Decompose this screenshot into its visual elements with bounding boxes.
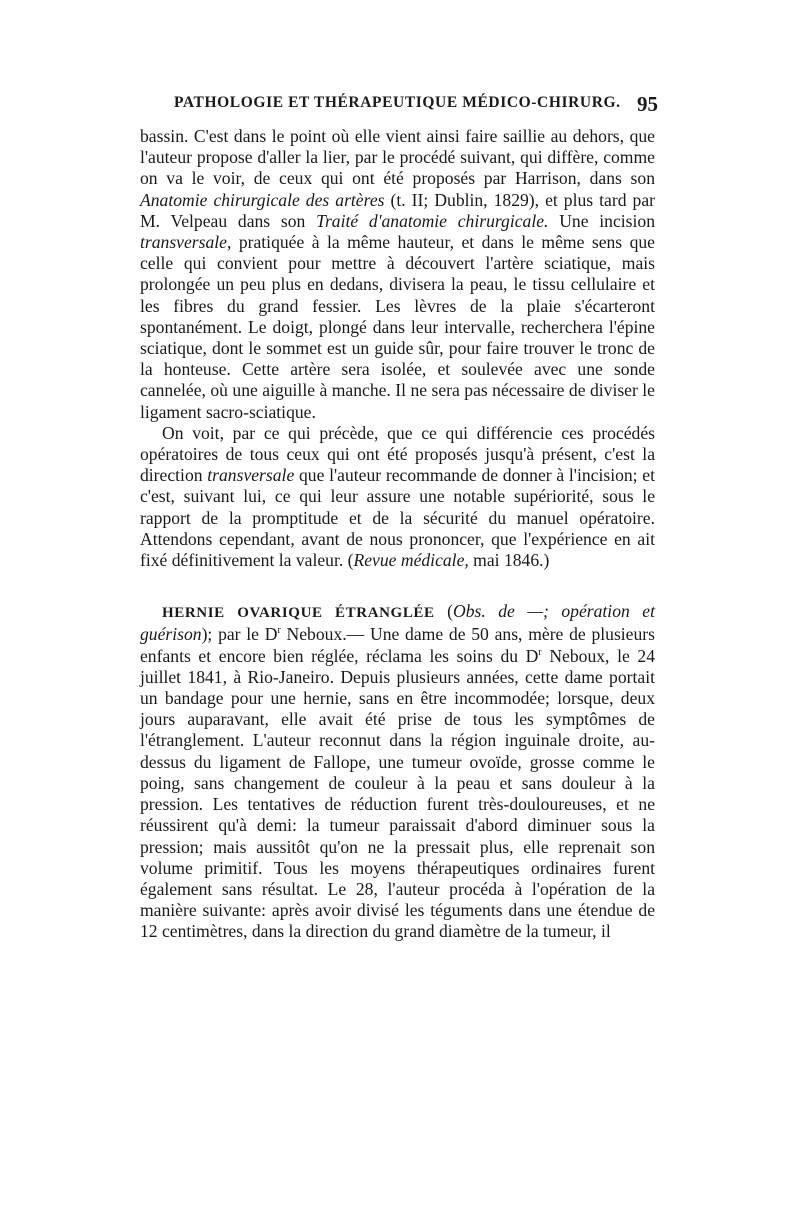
emphasis-italic: transversale <box>207 465 295 486</box>
text-run: Neboux.— Une dame de 50 ans, mère de plusieurs enfants et encore bien réglée, réclama les soins du D <box>140 624 655 666</box>
text-run: On voit, par ce qui précède, que ce qui différencie ces procédés opératoires de tous ceux qui ont été proposés jusqu'à présent, c'est la direction <box>140 422 655 486</box>
text-run: bassin. C'est dans le point où elle vient ainsi faire saillie au dehors, que l'auteur propose d'aller la lier, par le procédé suivant, qui diffère, comme on va le voir, de ceux qui ont été proposés par Harrison, dans son <box>140 126 655 189</box>
source-citation-italic: Revue médicale, <box>353 550 469 571</box>
body-text <box>140 126 655 943</box>
running-head: PATHOLOGIE ET THÉRAPEUTIQUE MÉDICO-CHIRURG. <box>174 94 621 111</box>
section-gap <box>140 571 655 601</box>
book-title-italic: Anatomie chirurgicale des artères <box>140 189 385 210</box>
text-run: ( <box>434 601 454 622</box>
text-run: que l'auteur recommande de donner à l'incision; et c'est, suivant lui, ce qui leur assure une notable supériorité, sous le rapport de la promptitude et de la sécurité du manuel opératoire. Attendons cependant, avant de nous prononcer, que l'expérience en ait fixé définitivement la valeur. ( <box>140 465 655 571</box>
text-run: Une incision <box>548 210 655 231</box>
text-run: Neboux, le 24 juillet 1841, à Rio-Janeiro. Depuis plusieurs années, cette dame portait un bandage pour une hernie, sans en être incommodée; lorsque, deux jours auparavant, elle avait été prise de tous les symptômes de l'étranglement. L'auteur reconnut dans la région inguinale droite, au-dessus du ligament de Fallope, une tumeur ovoïde, grosse comme le poing, sans changement de couleur à la peau et sans douleur à la pression. Les tentatives de réduction furent très-douloureuses, et ne réussirent qu'à demi: la tumeur paraissait d'abord diminuer sous la pression; mais aussitôt qu'on ne la pressait plus, elle reprenait son volume primitif. Tous les moyens thérapeutiques ordinaires furent également sans résultat. Le 28, l'auteur procéda à l'opération de la manière suivante: après avoir divisé les téguments dans une étendue de 12 centimètres, dans la direction du grand diamètre de la tumeur, il <box>140 645 655 942</box>
page-number: 95 <box>637 92 658 116</box>
text-run: mai 1846.) <box>468 550 550 571</box>
paragraph-ligature-technique <box>140 126 655 423</box>
page-header <box>174 92 658 120</box>
superscript: r <box>538 646 542 658</box>
text-run: pratiquée à la même hauteur, et dans le même sens que celle qui convient pour mettre à découvert l'artère sciatique, mais prolongée un peu plus en dedans, divisera la peau, le tissu cellulaire et les fibres du grand fessier. Les lèvres de la plaie s'écarteront spontanément. Le doigt, plongé dans leur intervalle, recherchera l'épine sciatique, dont le sommet est un guide sûr, pour faire trouver le tronc de la honteuse. Cette artère sera isolée, et soulevée avec une sonde cannelée, où une aiguille à manche. Il ne sera pas nécessaire de diviser le ligament sacro-sciatique. <box>140 232 655 422</box>
emphasis-italic: transversale, <box>140 232 232 253</box>
text-run: (t. II; Dublin, 1829), et plus tard par M. Velpeau dans son <box>140 189 656 231</box>
paragraph-hernie-ovarique <box>140 601 655 942</box>
paragraph-conclusion <box>140 423 655 571</box>
section-title: HERNIE OVARIQUE ÉTRANGLÉE <box>162 605 435 622</box>
subtitle-italic: Obs. de —; opération et guérison <box>140 601 655 645</box>
superscript: r <box>277 625 281 637</box>
book-title-italic: Traité d'anatomie chirurgicale. <box>316 210 549 231</box>
text-run: ); par le D <box>201 624 278 645</box>
